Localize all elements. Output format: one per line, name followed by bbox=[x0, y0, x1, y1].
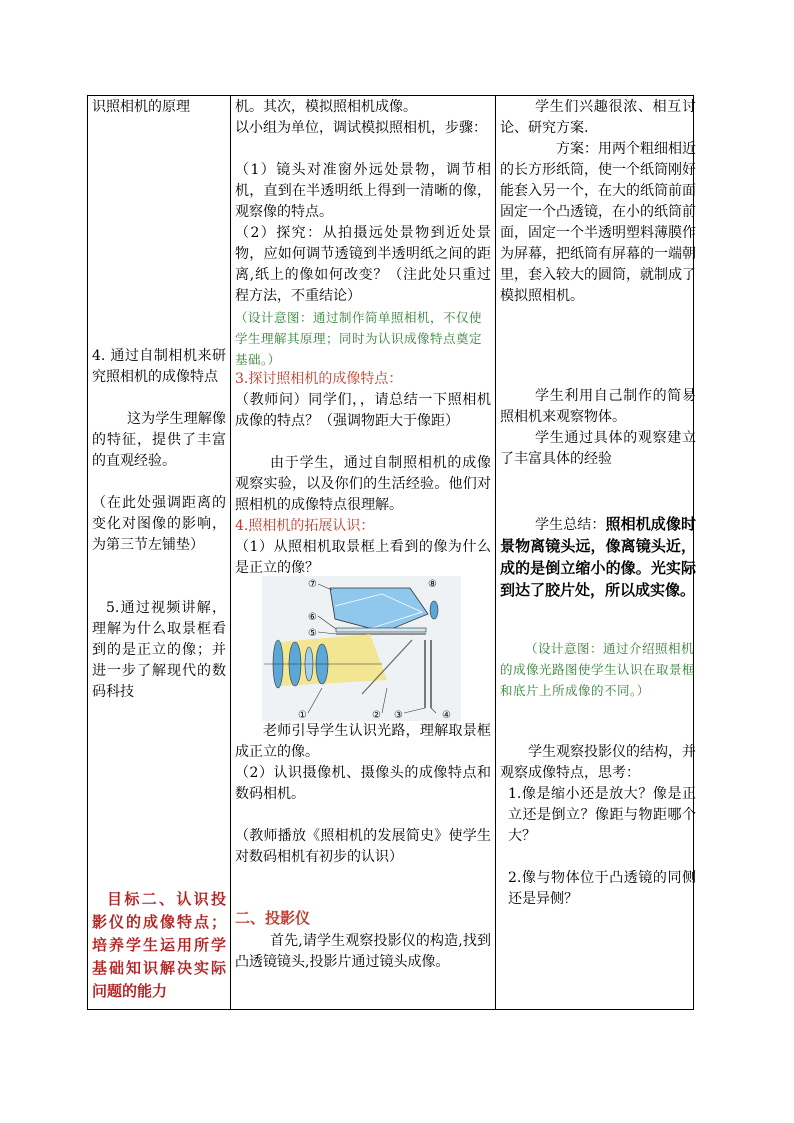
design-intent-note: （设计意图：通过制作简单照相机，不仅使学生理解其原理；同时为认识成像特点奠定基础。） bbox=[235, 310, 483, 367]
col1-text: 5.通过视频讲解，理解为什么取景框看到的是正立的像；并进一步了解现代的数码科技 bbox=[92, 600, 226, 700]
col2-text: 以小组为单位，调试模拟照相机，步骤： bbox=[235, 120, 487, 136]
optics-diagram bbox=[262, 576, 461, 721]
summary-conclusion: 照相机成像时景物离镜头远，像离镜头近，成的是倒立缩小的像。光实际到达了胶片处，所以成实像。 bbox=[500, 515, 696, 599]
col2-text: （1）镜头对准窗外远处景物，调节相机，直到在半透明纸上得到一清晰的像，观察像的特点。 bbox=[235, 162, 491, 220]
design-intent-note: （设计意图：通过介绍照相机的成像光路图使学生认识在取景框和底片上所成像的不同。） bbox=[500, 641, 696, 698]
col3-text: 1.像是缩小还是放大？像是正立还是倒立？像距与物距哪个大？ bbox=[508, 786, 696, 844]
section-heading: 4.照相机的拓展认识： bbox=[235, 518, 375, 534]
col2-text: （2）认识摄像机、摄像头的成像特点和数码相机。 bbox=[235, 765, 491, 802]
col3-text: 2.像与物体位于凸透镜的同侧还是异侧？ bbox=[508, 870, 696, 907]
figure-label: ⑧ bbox=[428, 579, 437, 590]
col3-text: 学生通过具体的观察建立了丰富具体的经验 bbox=[500, 430, 696, 467]
col2-text: 机。其次，模拟照相机成像。 bbox=[235, 99, 417, 115]
col3-text: 学生利用自己制作的简易照相机来观察物体。 bbox=[500, 388, 696, 425]
col2-text: 由于学生，通过自制照相机的成像观察实验，以及你们的生活经验。他们对照相机的成像特点很理解。 bbox=[235, 455, 491, 513]
col1-text: 识照相机的原理 bbox=[92, 99, 190, 115]
summary-lead: 学生总结： bbox=[535, 517, 606, 533]
figure-label: ② bbox=[372, 710, 381, 721]
col2-text: 老师引导学生认识光路，理解取景框成正立的像。 bbox=[235, 723, 491, 760]
lesson-table bbox=[87, 95, 694, 1010]
col3-text: 方案：用两个粗细相近的长方形纸筒，使一个纸筒刚好能套入另一个，在大的纸筒前面固定一个凸透镜，在小的纸筒前面，固定一个半透明塑料薄膜作为屏幕，把纸筒有屏幕的一端朝里，套入较大的圆筒，就制成了模拟照相机。 bbox=[500, 141, 696, 304]
camera-optics-figure bbox=[262, 576, 461, 721]
figure-label: ① bbox=[298, 710, 307, 721]
figure-label: ③ bbox=[394, 710, 403, 721]
col3-text: 学生们兴趣很浓、相互讨论、研究方案. bbox=[500, 99, 696, 136]
column-divider bbox=[495, 96, 496, 1009]
goal-two-heading: 目标二、认识投影仪的成像特点；培养学生运用所学基础知识解决实际问题的能力 bbox=[92, 890, 226, 1000]
col2-text: 首先,请学生观察投影仪的构造,找到凸透镜镜头,投影片通过镜头成像。 bbox=[235, 933, 491, 970]
column-divider bbox=[230, 96, 231, 1009]
figure-label: ④ bbox=[442, 710, 451, 721]
figure-label: ⑦ bbox=[308, 579, 317, 590]
col2-text: （教师播放《照相机的发展简史》使学生对数码相机有初步的认识） bbox=[235, 828, 491, 865]
col2-text: （教师问）同学们，，请总结一下照相机成像的特点？（强调物距大于像距） bbox=[235, 392, 491, 429]
section-heading: 3.探讨照相机的成像特点： bbox=[235, 371, 403, 387]
col1-text: 这为学生理解像的特征，提供了丰富的直观经验。 bbox=[92, 411, 226, 469]
projector-heading: 二、投影仪 bbox=[235, 909, 311, 927]
col3-text: 学生观察投影仪的结构，并观察成像特点，思考： bbox=[500, 744, 696, 781]
figure-label: ⑥ bbox=[308, 612, 317, 623]
col2-text: （1）从照相机取景框上看到的像为什么是正立的像？ bbox=[235, 539, 491, 576]
col1-text: （在此处强调距离的变化对图像的影响，为第三节左铺垫） bbox=[92, 495, 226, 553]
figure-label: ⑤ bbox=[308, 628, 317, 639]
col2-text: （2）探究：从拍摄远处景物到近处景物，应如何调节透镜到半透明纸之间的距离,纸上的像如何改变？（注此处只重过程方法，不重结论） bbox=[235, 225, 491, 304]
col1-text: 4. 通过自制相机来研究照相机的成像特点 bbox=[92, 348, 226, 385]
col3-summary bbox=[500, 514, 696, 602]
